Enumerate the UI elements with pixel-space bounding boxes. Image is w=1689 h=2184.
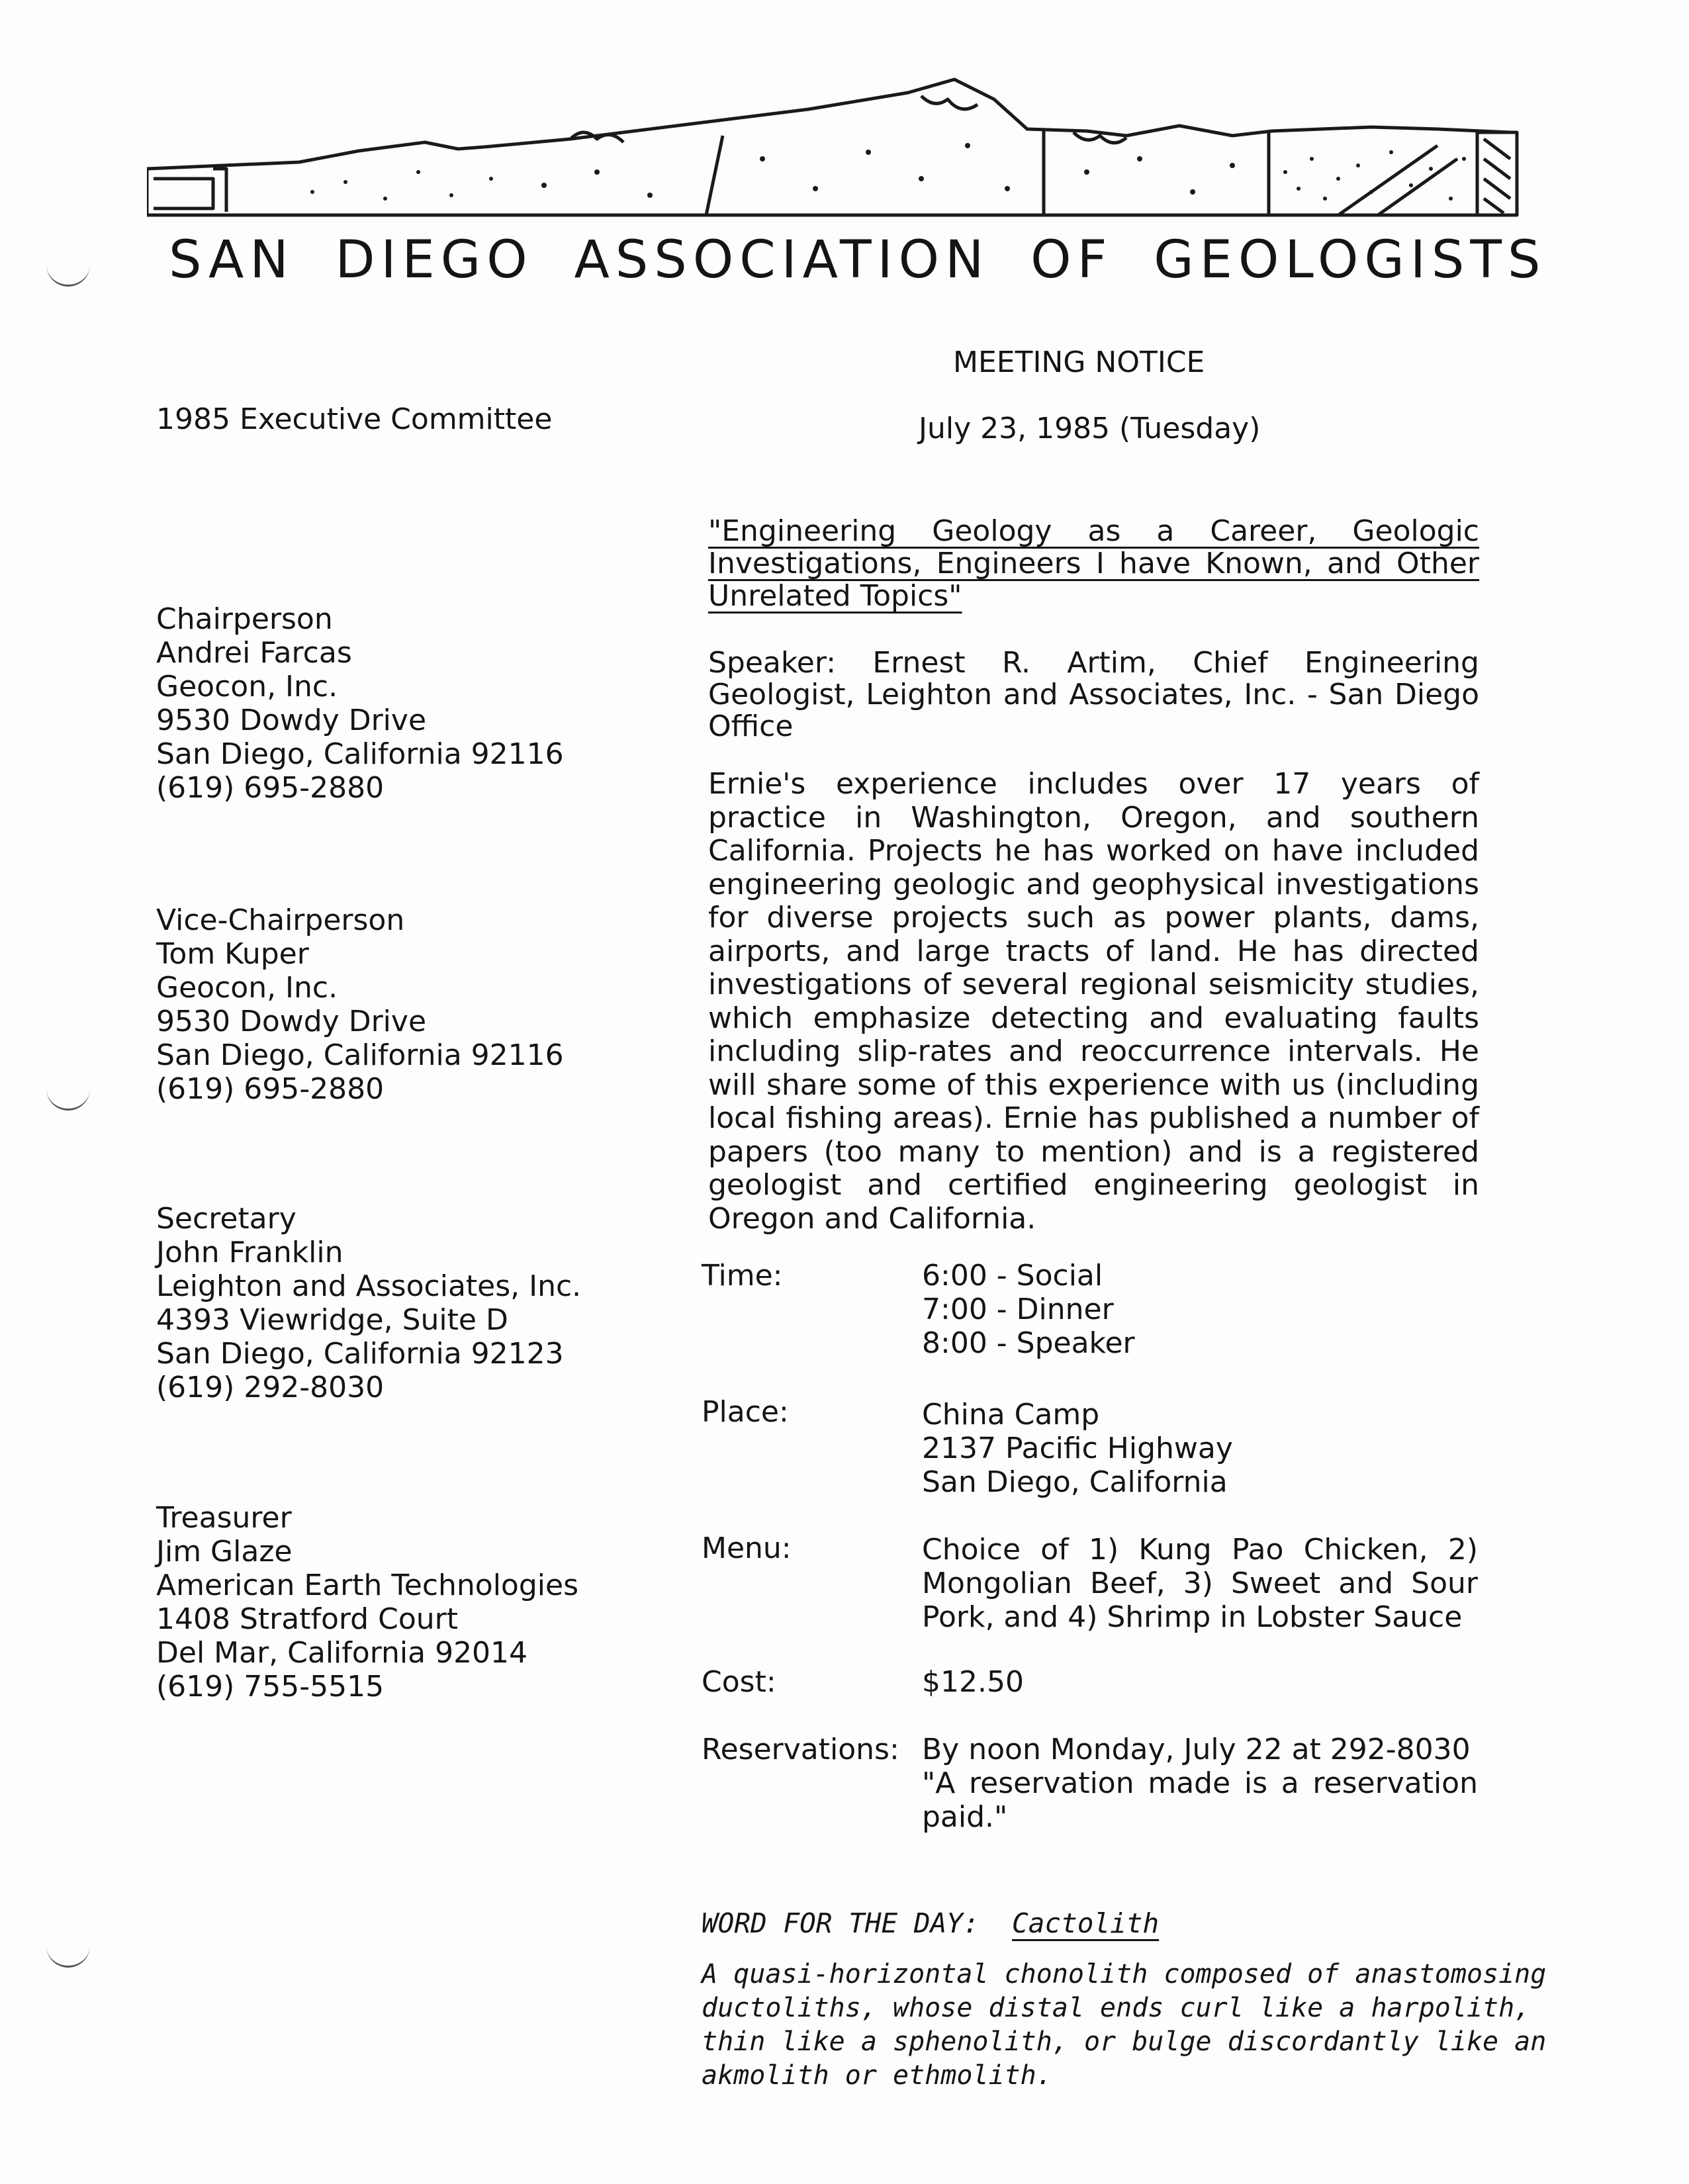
officer-city: Del Mar, California 92014 [156,1636,528,1670]
officer-city: San Diego, California 92116 [156,737,564,771]
officer-city: San Diego, California 92116 [156,1038,564,1072]
officer-name: Tom Kuper [156,937,309,971]
punch-hole-mark [46,265,90,287]
officer-company: Leighton and Associates, Inc. [156,1269,582,1303]
time-entry: 8:00 - Speaker [922,1326,1135,1360]
menu-choices: Choice of 1) Kung Pao Chicken, 2) Mongolian Beef, 3) Sweet and Sour Pork, and 4) Shrimp in Lobster Sauce [922,1533,1478,1634]
time-schedule [922,1259,1478,1360]
time-label: Time: [702,1259,783,1293]
officer-phone: (619) 695-2880 [156,1072,385,1106]
place-line: China Camp [922,1398,1100,1432]
talk-title [708,515,1479,612]
officer-phone: (619) 695-2880 [156,771,385,805]
notice-title: MEETING NOTICE [953,345,1205,379]
officer-street: 1408 Stratford Court [156,1602,458,1636]
geologic-cross-section-icon [147,73,1524,225]
definition-line: thin like a sphenolith, or bulge discordantly like an [702,2026,1547,2057]
reservations-info [922,1733,1478,1834]
speaker-bio: Ernie's experience includes over 17 years of practice in Washington, Oregon, and southern California. Projects he has worked on have included engineering geologic and geophysical investigations for diverse projects such as power plants, dams, airports, and large tracts of land. He has directed investigations of several regional seismicity studies, which emphasize detecting and evaluating faults including slip-rates and reoccurrence intervals. He will share some of this experience with us (including local fishing areas). Ernie has published a number of papers (too many to mention) and is a registered geologist and certified engineering geologist in Oregon and California. [708,767,1479,1236]
cost-label: Cost: [702,1665,776,1699]
word-of-day-term: Cactolith [1012,1907,1160,1939]
place-line: 2137 Pacific Highway [922,1432,1233,1465]
officer-vice-chairperson [156,903,564,1106]
punch-hole-mark [46,1946,90,1968]
officer-secretary [156,1202,581,1404]
meeting-date: July 23, 1985 (Tuesday) [919,412,1261,445]
definition-line: ductoliths, whose distal ends curl like a harpolith, [702,1993,1531,2023]
officer-treasurer [156,1501,578,1704]
officer-street: 9530 Dowdy Drive [156,704,427,737]
talk-title-text: "Engineering Geology as a Career, Geologic Investigations, Engineers I have Known, and Other Unrelated Topics" [708,514,1479,613]
speaker-line: Speaker: Ernest R. Artim, Chief Engineering Geologist, Leighton and Associates, Inc. - San Diego Office [708,646,1479,743]
organization-name: SAN DIEGO ASSOCIATION OF GEOLOGISTS [169,230,1547,290]
officer-phone: (619) 755-5515 [156,1670,385,1704]
reservations-label: Reservations: [702,1733,899,1766]
definition-line: akmolith or ethmolith. [702,2060,1052,2091]
officer-role: Secretary [156,1202,297,1236]
place-line: San Diego, California [922,1465,1228,1499]
officer-street: 4393 Viewridge, Suite D [156,1303,508,1337]
officer-role: Chairperson [156,602,333,636]
punch-hole-mark [46,1089,90,1111]
reservations-deadline: By noon Monday, July 22 at 292-8030 [922,1733,1471,1766]
committee-heading: 1985 Executive Committee [156,402,553,436]
officer-role: Treasurer [156,1501,292,1535]
officer-name: Andrei Farcas [156,636,352,670]
officer-company: American Earth Technologies [156,1569,578,1602]
place-label: Place: [702,1395,789,1429]
word-of-day-label: WORD FOR THE DAY: [702,1907,980,1939]
officer-company: Geocon, Inc. [156,971,338,1005]
definition-line: A quasi-horizontal chonolith composed of anastomosing [702,1959,1547,1989]
word-of-day-definition [702,1958,1602,2093]
officer-name: John Franklin [156,1236,343,1269]
cost-value: $12.50 [922,1665,1024,1699]
reservations-quote: "A reservation made is a reservation paid." [922,1766,1478,1834]
officer-chairperson [156,602,564,805]
officer-street: 9530 Dowdy Drive [156,1005,427,1038]
officer-name: Jim Glaze [156,1535,293,1569]
officer-company: Geocon, Inc. [156,670,338,704]
time-entry: 7:00 - Dinner [922,1293,1114,1326]
officer-city: San Diego, California 92123 [156,1337,564,1371]
word-of-day-heading [702,1907,1159,1939]
officer-phone: (619) 292-8030 [156,1371,385,1404]
place-address [922,1398,1478,1499]
officer-role: Vice-Chairperson [156,903,405,937]
time-entry: 6:00 - Social [922,1259,1103,1293]
menu-label: Menu: [702,1531,792,1565]
